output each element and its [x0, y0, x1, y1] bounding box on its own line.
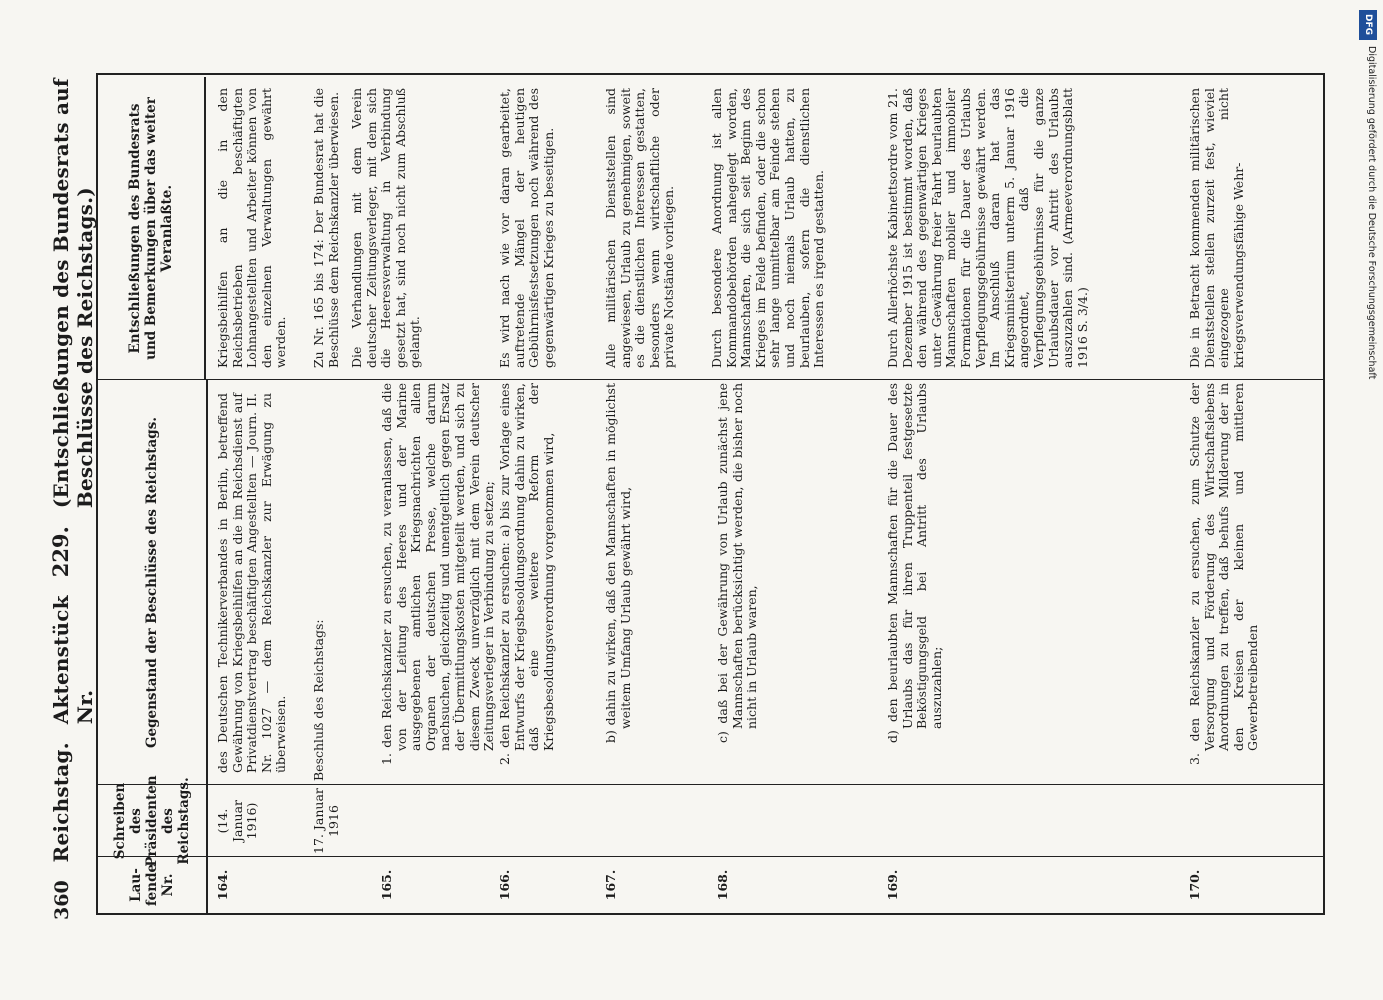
running-head: [48, 70, 97, 920]
dfg-logo: DFG: [1359, 10, 1377, 40]
row-169-subject: d) den beurlaubten Mannschaften für die Dauer des Urlaubs das für ihren Truppenteil festgesetzte Beköstigungsgeld bei Antritt des Urlaubs auszuzahlen;: [885, 383, 944, 743]
row-165-nr: 165.: [379, 869, 394, 901]
row-165-subject: 1. den Reichskanzler zu ersuchen, zu veranlassen, daß die von der Leitung des Heeres und der Marine ausgegebenen amtlichen Kriegsnachrichten allen Organen der deutschen Presse, welche darum nachsuchen, gleichzeitig und unentgeltlich gegen Ersatz der Übermittlungskosten mitgeteilt werden, und sich zu diesem Zweck unverzüglich mit dem Verein deutscher Zeitungsverleger in Verbindung zu setzen;: [379, 383, 497, 765]
header-nr: Lau-fende Nr.: [98, 857, 208, 913]
resolutions-table: [96, 73, 1325, 915]
row-167-decision: Alle militärischen Dienststellen sind angewiesen, Urlaub zu genehmigen, soweit es die dienstlichen Interessen gestatten, besonders wenn wirtschaftliche oder private Notstände vorliegen.: [603, 88, 677, 368]
column-divider: [98, 856, 1323, 857]
row-164-decision: Kriegsbeihilfen an die in den Reichsbetrieben beschäftigten Lohnangestellten und Arbeiter können von den einzelnen Verwaltungen gewährt werden.: [215, 88, 289, 368]
row-164-date: (14. Januar 1916): [215, 800, 260, 842]
document-number: 229.: [48, 526, 73, 578]
row-beschluss-date: 17. Januar 1916: [311, 788, 341, 854]
running-head-title: Aktenstück Nr.: [49, 595, 97, 725]
header-letter: Schreiben des Präsidenten des Reichstags.: [98, 785, 208, 857]
row-170-subject: 3. den Reichskanzler zu ersuchen, zum Schutze der Versorgung und Förderung des Wirtschaftslebens Anordnungen zu treffen, daß behufs Milderung der in den Kreisen der kleinen und mittleren Gewerbetreibenden: [1187, 383, 1261, 765]
row-170-nr: 170.: [1187, 869, 1202, 901]
page-number: 360: [51, 880, 73, 920]
dfg-sidebar: [1357, 10, 1379, 1000]
row-167-nr: 167.: [603, 869, 618, 901]
row-166-decision: Es wird nach wie vor daran gearbeitet, auftretende Mängel der heutigen Gebührnisfestsetzungen noch während des gegenwärtigen Krieges zu beseitigen.: [497, 88, 556, 368]
header-decision: Entschließungen des Bundesrats und Bemerkungen über das weiter Veranlaßte.: [98, 77, 206, 380]
row-168-decision: Durch besondere Anordnung ist allen Kommandobehörden nahegelegt worden, Mannschaften, die sich seit Beginn des Krieges im Felde befinden, oder die schon sehr lange unmittelbar am Feinde stehen und noch niemals Urlaub hatten, zu beurlauben, sofern die dienstlichen Interessen es irgend gestatten.: [709, 88, 827, 368]
row-164-subject: des Deutschen Technikerverbandes in Berlin, betreffend Gewährung von Kriegsbeihilfen an die im Reichsdienst auf Privatdienstvertrag beschäftigten Angestellten — Journ. II. Nr. 1027 — dem Reichskanzler zur Erwägung zu überweisen.: [215, 393, 289, 773]
row-169-nr: 169.: [885, 869, 900, 901]
row-165-decision: Die Verhandlungen mit dem Verein deutscher Zeitungsverleger, mit dem sich die Heeresverwaltung in Verbindung gesetzt hat, sind noch nicht zum Abschluß gelangt.: [349, 88, 423, 368]
row-166-nr: 166.: [497, 869, 512, 901]
row-169-decision: Durch Allerhöchste Kabinettsordre vom 21. Dezember 1915 ist bestimmt worden, daß den während des gegenwärtigen Krieges unter Gewährung freier Fahrt beurlaubten Mannschaften mobiler und immobiler Formationen für die Dauer des Urlaubs Verpflegungsgebührnisse gewährt werden. Im Anschluß daran hat das Kriegsministerium unterm 5. Januar 1916 angeordnet, daß die Verpflegungsgebührnisse für die ganze Urlaubsdauer vor Antritt des Urlaubs auszuzahlen sind. (Armeeverordnungsblatt 1916 S. 3/4.): [885, 88, 1090, 368]
row-170-decision: Die in Betracht kommenden militärischen Dienststellen stellen zurzeit fest, wieviel eingezogene nicht kriegsverwendungsfähige Wehr-: [1187, 88, 1246, 368]
row-164-nr: 164.: [215, 869, 230, 901]
column-divider: [98, 379, 1323, 380]
row-166-subject: 2. den Reichskanzler zu ersuchen: a) bis zur Vorlage eines Entwurfs der Kriegsbesoldungsordnung dahin zu wirken, daß eine weitere Reform der Kriegsbesoldungsverordnung vorgenommen wird,: [497, 383, 556, 765]
header-subject: Gegenstand der Beschlüsse des Reichstags.: [98, 380, 208, 785]
running-head-left: Reichstag.: [49, 742, 73, 863]
row-168-nr: 168.: [715, 869, 730, 901]
row-167-subject: b) dahin zu wirken, daß den Mannschaften in möglichst weitem Umfang Urlaub gewährt wird,: [603, 383, 633, 743]
dfg-credit: Digitalisierung gefördert durch die Deutsche Forschungsgemeinschaft: [1366, 46, 1377, 380]
row-168-subject: c) daß bei der Gewährung von Urlaub zunächst jene Mannschaften berücksichtigt werden, die bisher noch nicht in Urlaub waren,: [715, 383, 760, 743]
running-head-subtitle: (Entschließungen des Bundesrats auf Beschlüsse des Reichstags.): [49, 78, 97, 509]
row-beschluss-decision: Zu Nr. 165 bis 174: Der Bundesrat hat die Beschlüsse dem Reichskanzler überwiesen.: [311, 88, 341, 368]
column-divider: [98, 784, 1323, 785]
row-beschluss-subject: Beschluß des Reichstags:: [311, 619, 326, 781]
